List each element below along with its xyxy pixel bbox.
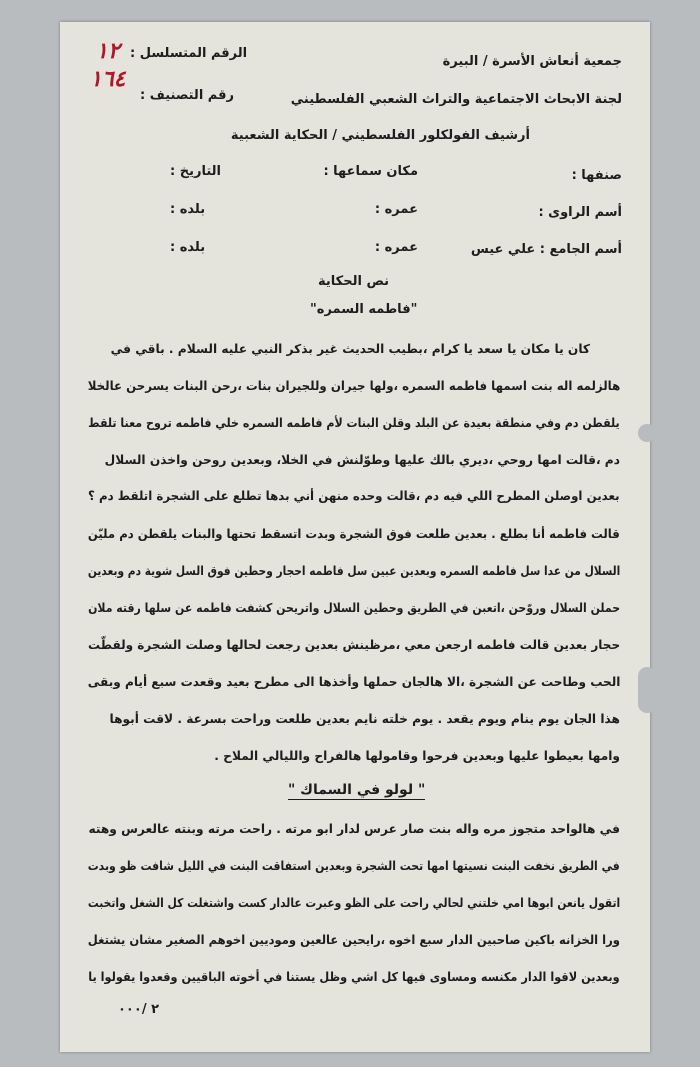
committee-name: لجنة الابحاث الاجتماعية والتراث الشعبي الفلسطيني: [290, 92, 622, 107]
class-label: رقم التصنيف :: [140, 88, 234, 103]
narrator-label: أسم الراوى :: [538, 205, 622, 220]
story-heading: نص الحكاية: [318, 274, 390, 289]
story1-line: الحب وطاحت عن الشجرة ،الا هالجان حملها وأخذها الى مطرح بعيد وقعدت سبع أيام وبقى: [87, 675, 620, 689]
story1-line: هالزلمه اله بنت اسمها فاطمه السمره ،ولها جيران وللجيران بنات ،رحن البنات يسرحن عالخلا: [87, 379, 620, 393]
type-label: صنفها :: [571, 168, 622, 183]
collector-town: بلده :: [170, 240, 206, 255]
story2-line: ورا الخزانه باكين صاحبين الدار سبع اخوه ،رايحين عالعين وموديين اخوهم الصغير مشان يشتغل: [87, 933, 620, 947]
date-label: التاريخ :: [170, 164, 221, 179]
story1-line: قالت فاطمه أنا بطلع . بعدين طلعت فوق الشجرة وبدت اتسقط تحتها والبنات يلقطن دم مليّن: [88, 527, 620, 541]
story1-line: دم ،قالت امها روحي ،ديري بالك عليها وطوّلنش في الخلا، وبعدين روحن واخذن السلال: [104, 453, 620, 467]
story1-line: السلال من عدا سل فاطمه السمره وبعدين عبين سل فاطمه احجار وحطين فوق السل شوية دم وبعدين: [87, 564, 620, 578]
story1-line: كان يا مكان يا سعد يا كرام ،بطيب الحديث غير بذكر النبي عليه السلام . باقي في: [110, 342, 590, 356]
serial-label: الرقم المتسلسل :: [130, 46, 248, 61]
punch-hole: [638, 667, 656, 713]
punch-hole: [638, 424, 656, 442]
story2-line: في هالواحد متجوز مره واله بنت صار عرس لدار ابو مرته . راحت مرته وبنته عالعرس وهته: [88, 822, 620, 836]
narrator-age: عمره :: [374, 202, 418, 217]
story1-line: وامها بعيطوا عليها وبعدين فرحوا وقامولها هالفراح والليالي الملاح .: [214, 749, 620, 763]
document-page: [60, 22, 650, 1052]
story1-title: "فاطمه السمره": [310, 302, 418, 317]
story2-title: " لولو في السماك ": [288, 782, 426, 798]
story1-line: يلقطن دم وفي منطقة بعيدة عن البلد وقلن البنات لأم فاطمه السمره خلي فاطمه تروح معنا تلقط: [88, 416, 620, 430]
story2-line: وبعدين لاقوا الدار مكنسه ومساوى فيها كل اشي وظل يستنا في أخوته الباقيين وقعدوا يقولوا يا: [88, 970, 620, 984]
narrator-town: بلده :: [170, 202, 206, 217]
story1-line: هذا الجان يوم ينام ويوم يقعد . يوم خلته نايم بعدين طلعت وراحت بسرعة . لاقت أبوها: [109, 712, 620, 726]
archive-name: أرشيف الفولكلور الفلسطيني / الحكاية الشعبية: [230, 128, 530, 143]
story1-line: حجار بعدين قالت فاطمه ارجعن معي ،مرظينش بعدين رجعت لحالها وصلت الشجرة ولقطّت: [87, 638, 620, 652]
page-number: ٢ /٠٠٠: [118, 1002, 160, 1017]
class-value: ١٦٤: [90, 66, 126, 92]
story2-line: في الطريق نخفت البنت نسيتها امها تحت الشجرة وبعدين استفاقت البنت في الليل شافت ظو وبدت: [88, 859, 620, 873]
story1-line: حملن السلال وروّحن ،اتعبن في الطريق وحطين السلال واتريحن كشفت فاطمه عن سلها رقته ملان: [87, 601, 620, 615]
story2-line: اتقول يانعن ابوها امي خلتني لحالي راحت على الظو وعبرت عالدار كست واشتغلت كل الشغل واتخبت: [87, 896, 620, 910]
collector-age: عمره :: [374, 240, 418, 255]
org-name: جمعية أنعاش الأسرة / البيرة: [442, 54, 622, 69]
place-label: مكان سماعها :: [323, 164, 418, 179]
collector-label: أسم الجامع : علي عيس: [470, 242, 622, 257]
story1-line: بعدين اوصلن المطرح اللي فيه دم ،قالت وحده منهن أني بدها تطلع على الشجرة اتلقط دم ؟: [88, 489, 620, 503]
serial-value: ١٢: [96, 38, 120, 64]
